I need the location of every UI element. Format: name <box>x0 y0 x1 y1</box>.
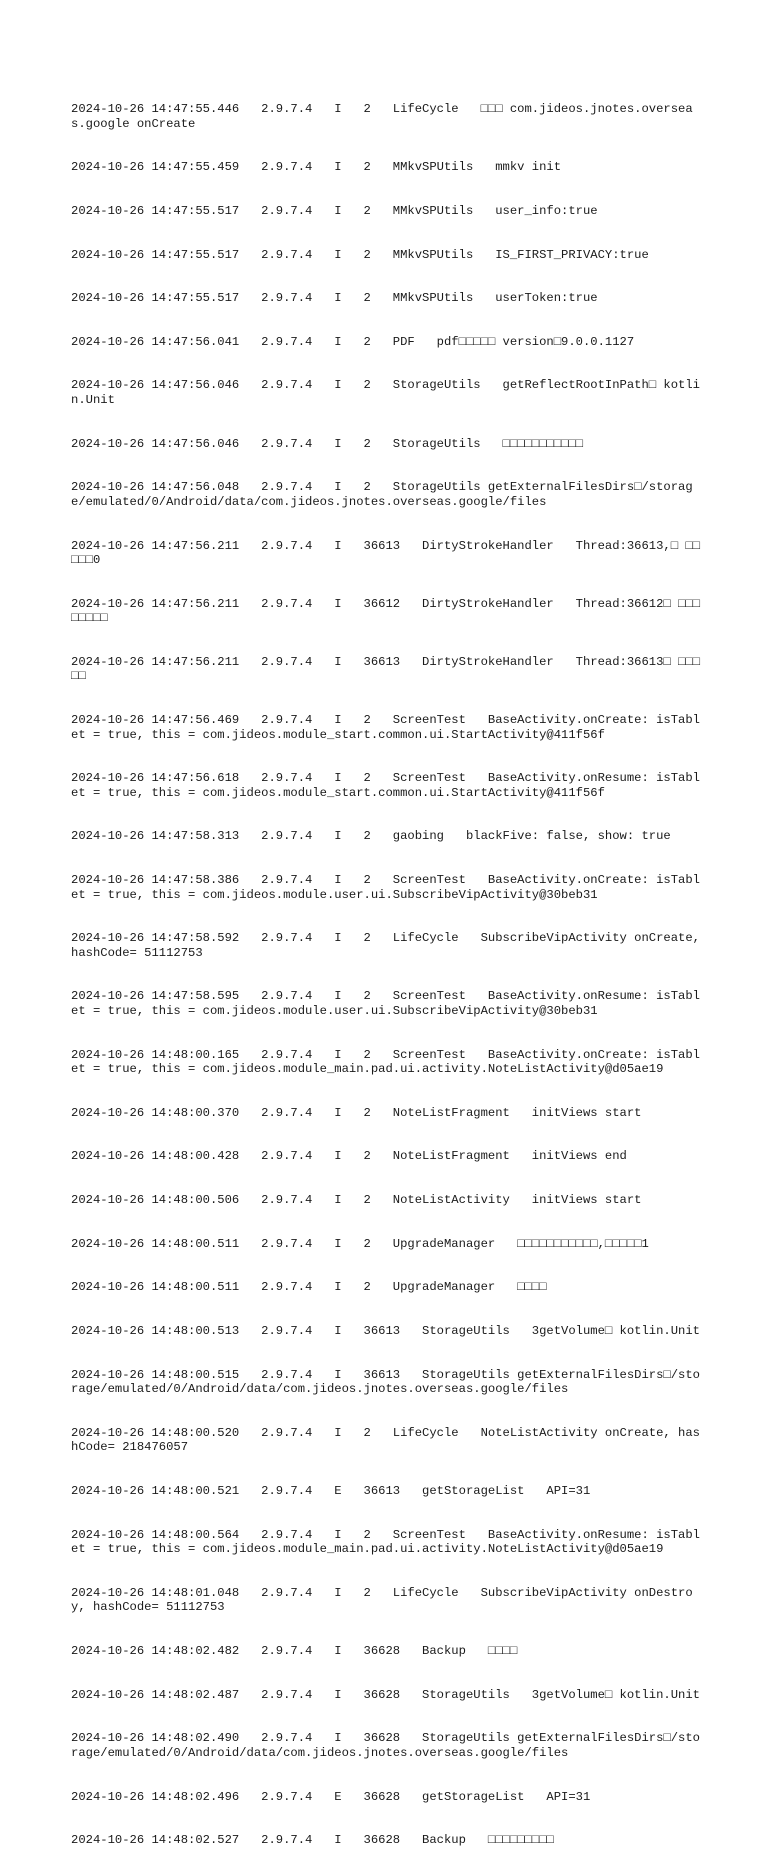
log-line: 2024-10-26 14:48:00.564 2.9.7.4 I 2 ScreenTest BaseActivity.onResume: isTablet = true, this = com.jideos.module_main.pad.ui.activity.NoteListActivity@d05ae19 <box>71 1527 700 1557</box>
log-line: 2024-10-26 14:48:00.165 2.9.7.4 I 2 ScreenTest BaseActivity.onCreate: isTablet = true, this = com.jideos.module_main.pad.ui.activity.NoteListActivity@d05ae19 <box>71 1047 700 1077</box>
log-line: 2024-10-26 14:47:55.517 2.9.7.4 I 2 MMkvSPUtils IS_FIRST_PRIVACY:true <box>71 247 649 262</box>
log-line: 2024-10-26 14:47:56.048 2.9.7.4 I 2 StorageUtils getExternalFilesDirs□/storage/emulated/0/Android/data/com.jideos.jnotes.overseas.google/files <box>71 480 693 509</box>
log-line: 2024-10-26 14:47:56.469 2.9.7.4 I 2 ScreenTest BaseActivity.onCreate: isTablet = true, this = com.jideos.module_start.common.ui.StartActivity@411f56f <box>71 713 700 742</box>
log-line: 2024-10-26 14:48:00.521 2.9.7.4 E 36613 getStorageList API=31 <box>71 1484 591 1499</box>
log-document <box>71 73 708 1862</box>
log-line: 2024-10-26 14:48:00.506 2.9.7.4 I 2 NoteListActivity initViews start <box>71 1193 642 1208</box>
log-line: 2024-10-26 14:48:00.513 2.9.7.4 I 36613 StorageUtils 3getVolume□ kotlin.Unit <box>71 1324 700 1339</box>
log-line: 2024-10-26 14:48:00.511 2.9.7.4 I 2 UpgradeManager □□□□ <box>71 1280 547 1295</box>
log-line: 2024-10-26 14:47:55.446 2.9.7.4 I 2 LifeCycle □□□ com.jideos.jnotes.overseas.google onCreate <box>71 102 693 131</box>
log-line: 2024-10-26 14:47:56.211 2.9.7.4 I 36613 DirtyStrokeHandler Thread:36613,□ □□□□□0 <box>71 538 700 568</box>
log-line: 2024-10-26 14:48:02.482 2.9.7.4 I 36628 Backup □□□□ <box>71 1644 518 1659</box>
log-line: 2024-10-26 14:47:56.046 2.9.7.4 I 2 StorageUtils □□□□□□□□□□□ <box>71 436 583 451</box>
log-line: 2024-10-26 14:47:55.459 2.9.7.4 I 2 MMkvSPUtils mmkv init <box>71 160 562 175</box>
log-line: 2024-10-26 14:47:55.517 2.9.7.4 I 2 MMkvSPUtils user_info:true <box>71 203 598 218</box>
log-line: 2024-10-26 14:47:56.046 2.9.7.4 I 2 StorageUtils getReflectRootInPath□ kotlin.Unit <box>71 378 700 408</box>
log-line: 2024-10-26 14:47:56.211 2.9.7.4 I 36613 DirtyStrokeHandler Thread:36613□ □□□□□ <box>71 654 700 684</box>
log-line: 2024-10-26 14:48:02.496 2.9.7.4 E 36628 getStorageList API=31 <box>71 1789 591 1804</box>
log-line: 2024-10-26 14:48:02.487 2.9.7.4 I 36628 StorageUtils 3getVolume□ kotlin.Unit <box>71 1687 700 1702</box>
log-line: 2024-10-26 14:47:58.386 2.9.7.4 I 2 ScreenTest BaseActivity.onCreate: isTablet = true, this = com.jideos.module.user.ui.SubscribeVipActivity@30beb31 <box>71 873 700 902</box>
log-line: 2024-10-26 14:48:00.428 2.9.7.4 I 2 NoteListFragment initViews end <box>71 1149 627 1164</box>
log-line: 2024-10-26 14:48:00.515 2.9.7.4 I 36613 StorageUtils getExternalFilesDirs□/storage/emulated/0/Android/data/com.jideos.jnotes.overseas.google/files <box>71 1367 700 1397</box>
log-line: 2024-10-26 14:47:58.313 2.9.7.4 I 2 gaobing blackFive: false, show: true <box>71 829 671 844</box>
log-line: 2024-10-26 14:47:58.595 2.9.7.4 I 2 ScreenTest BaseActivity.onResume: isTablet = true, this = com.jideos.module.user.ui.SubscribeVipActivity@30beb31 <box>71 989 700 1018</box>
log-line: 2024-10-26 14:48:00.520 2.9.7.4 I 2 LifeCycle NoteListActivity onCreate, hashCode= 218476057 <box>71 1425 700 1455</box>
log-line: 2024-10-26 14:47:58.592 2.9.7.4 I 2 LifeCycle SubscribeVipActivity onCreate, hashCode= 51112753 <box>71 931 708 960</box>
log-line: 2024-10-26 14:48:01.048 2.9.7.4 I 2 LifeCycle SubscribeVipActivity onDestroy, hashCode= 51112753 <box>71 1585 693 1615</box>
log-line: 2024-10-26 14:47:56.618 2.9.7.4 I 2 ScreenTest BaseActivity.onResume: isTablet = true, this = com.jideos.module_start.common.ui.StartActivity@411f56f <box>71 771 700 800</box>
log-line: 2024-10-26 14:48:00.511 2.9.7.4 I 2 UpgradeManager □□□□□□□□□□□,□□□□□1 <box>71 1236 649 1251</box>
log-line: 2024-10-26 14:48:02.527 2.9.7.4 I 36628 Backup □□□□□□□□□ <box>71 1833 554 1848</box>
log-line: 2024-10-26 14:47:56.211 2.9.7.4 I 36612 DirtyStrokeHandler Thread:36612□ □□□□□□□□ <box>71 596 700 626</box>
log-line: 2024-10-26 14:48:00.370 2.9.7.4 I 2 NoteListFragment initViews start <box>71 1105 642 1120</box>
log-line: 2024-10-26 14:47:56.041 2.9.7.4 I 2 PDF pdf□□□□□ version□9.0.0.1127 <box>71 334 635 349</box>
log-line: 2024-10-26 14:48:02.490 2.9.7.4 I 36628 StorageUtils getExternalFilesDirs□/storage/emulated/0/Android/data/com.jideos.jnotes.overseas.google/files <box>71 1731 700 1760</box>
log-line: 2024-10-26 14:47:55.517 2.9.7.4 I 2 MMkvSPUtils userToken:true <box>71 291 598 306</box>
